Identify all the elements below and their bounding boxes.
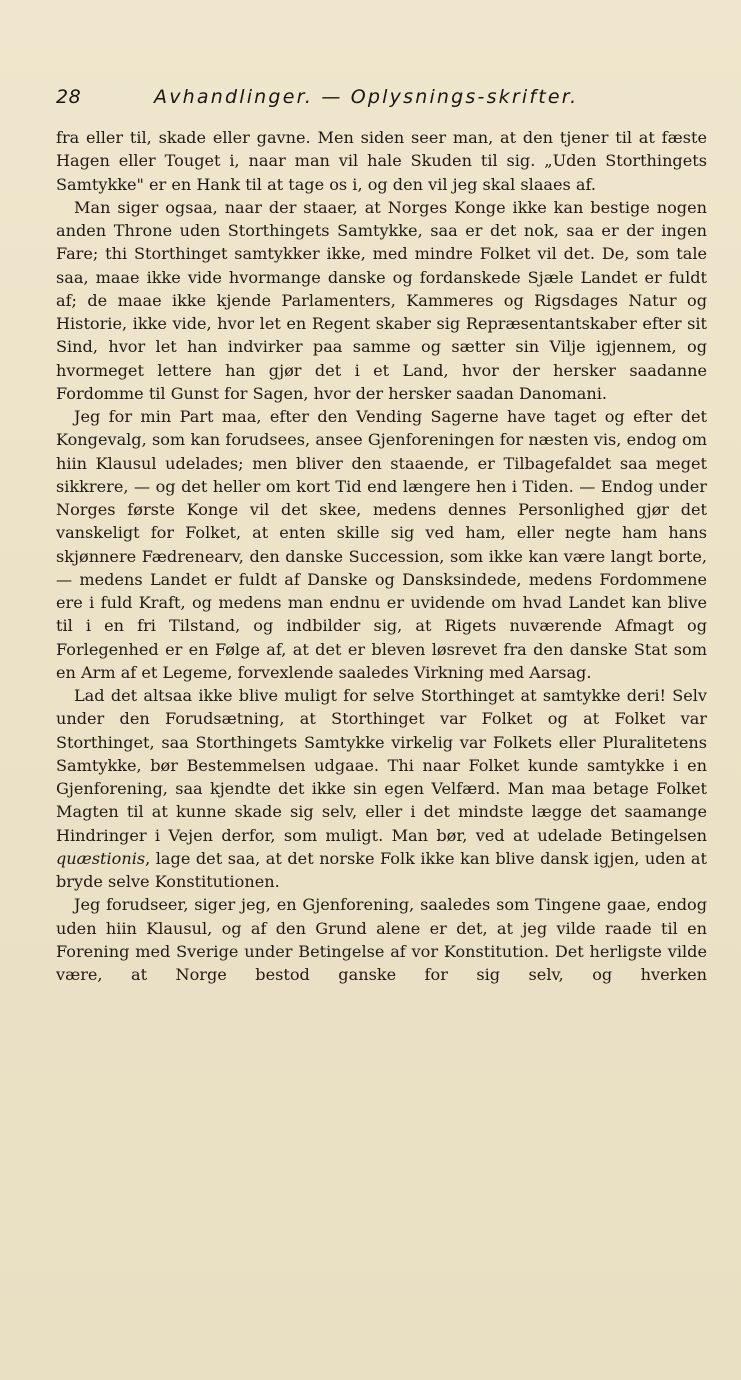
paragraph: Jeg for min Part maa, efter den Vending Sagerne have taget og efter det Kongevalg, som kan forudsees, ansee Gjenforeningen for næsten vis, endog om hiin Klausul udelades; men bliver den staaende, er Tilbagefaldet saa meget sikkrere, — og det heller om kort Tid end længere hen i Tiden. — Endog under Norges første Konge vil det skee, medens dennes Personlighed gjør det vanskeligt for Folket, at enten skille sig ved ham, eller negte ham hans skjønnere Fædrenearv, den danske Succession, som ikke kan være langt borte, — medens Landet er fuldt af Danske og Dansksindede, medens Fordommene ere i fuld Kraft, og medens man endnu er uvidende om hvad Landet kan blive til i en fri Tilstand, og indbilder sig, at Rigets nuværende Afmagt og Forlegenhed er en Følge af, at det er bleven løsrevet fra den danske Stat som en Arm af et Legeme, forvexlende saaledes Virkning med Aarsag. (56, 407, 707, 682)
paragraph-text: , lage det saa, at det norske Folk ikke kan blive dansk igjen, uden at bryde selve Konstitutionen. (56, 848, 707, 891)
paragraph-continuation: fra eller til, skade eller gavne. Men siden seer man, at den tjener til at fæste Hagen eller Touget i, naar man vil hale Skuden til sig. „Uden Storthingets Samtykke" er en Hank til at tage os i, og den vil jeg skal slaaes af. (56, 128, 707, 194)
running-header (56, 86, 707, 120)
italic-term: quæstionis (56, 848, 146, 868)
paragraph-continues: Jeg forudseer, siger jeg, en Gjenforening, saaledes som Tingene gaae, endog uden hiin Klausul, og af den Grund alene er det, at jeg vilde raade til en Forening med Sverige under Betingelse af vor Konstitution. Det herligste vilde være, at Norge bestod ganske for sig selv, og hverken (56, 895, 707, 984)
paragraph-text: Lad det altsaa ikke blive muligt for selve Storthinget at samtykke deri! Selv under den Forudsætning, at Storthinget var Folket og at Folket var Storthinget, saa Storthingets Samtykke virkelig var Folkets eller Pluralitetens Samtykke, bør Bestemmelsen udgaae. Thi naar Folket kunde samtykke i en Gjenforening, saa kjendte det ikke sin egen Velfærd. Man maa betage Folket Magten til at kunne skade sig selv, eller i det mindste lægge det saamange Hindringer i Vejen derfor, som muligt. Man bør, ved at udelade Betingelsen (56, 686, 707, 845)
paragraph: Man siger ogsaa, naar der staaer, at Norges Konge ikke kan bestige nogen anden Throne uden Storthingets Samtykke, saa er det nok, saa er der ingen Fare; thi Storthinget samtykker ikke, med mindre Folket vil det. De, som tale saa, maae ikke vide hvormange danske og fordanskede Sjæle Landet er fuldt af; de maae ikke kjende Parlamenters, Kammeres og Rigsdages Natur og Historie, ikke vide, hvor let en Regent skaber sig Repræsentantskaber efter sit Sind, hvor let han indvirker paa samme og sætter sin Vilje igjennem, og hvormeget lettere han gjør det i et Land, hvor der hersker saadanne Fordomme til Gunst for Sagen, hvor der hersker saadan Danomani. (56, 197, 707, 403)
paragraph (56, 684, 707, 893)
page-number: 28 (56, 86, 82, 108)
running-header-title: Avhandlinger. — Oplysnings-skrifter. (154, 86, 579, 108)
body-text (56, 126, 707, 986)
